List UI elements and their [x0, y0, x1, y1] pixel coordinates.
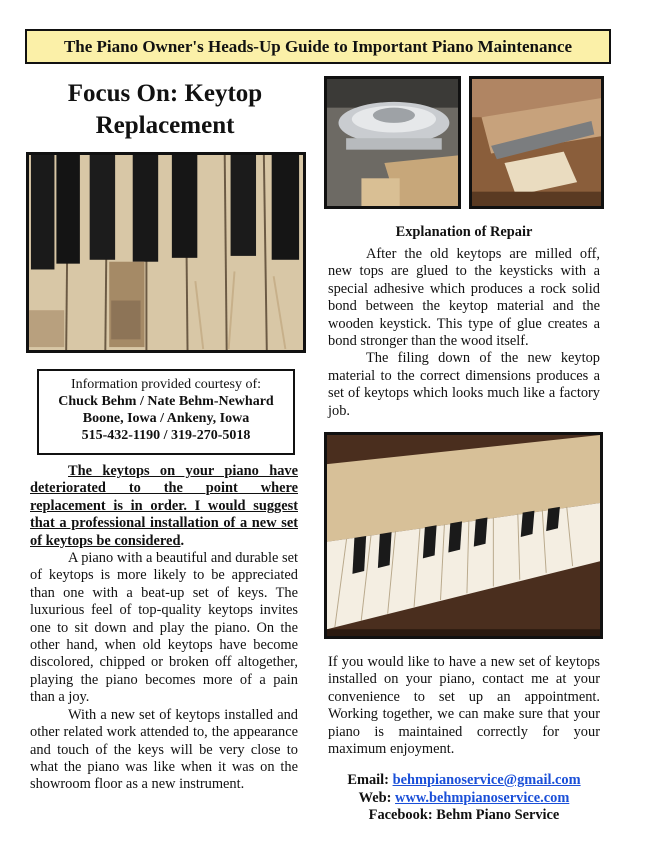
right-paragraph-2: The filing down of the new keytop material to the correct dimensions produces a set of keytops which looks much like a factory job.: [328, 350, 600, 419]
filing-photo: [469, 76, 604, 209]
courtesy-names: Chuck Behm / Nate Behm-Newhard: [58, 394, 274, 409]
intro-text: The keytops on your piano have deteriorated to the point where replacement is in order. I would suggest that a professional installation of a new set of keytops be considered: [30, 463, 298, 549]
milling-photo: [324, 76, 461, 209]
left-paragraph-1: A piano with a beautiful and durable set of keytops is more likely to be appreciated than one with a beat-up set of keys. The luxurious feel of top-quality keytops invites one to sit down and play the piano. On the other hand, when old keytops have become discolored, chipped or broken off altogether, playing the piano becomes more of a pain than a joy.: [30, 550, 298, 706]
right-paragraph-3: If you would like to have a new set of keytops installed on your piano, contact me at your convenience to set up an appointment. Working together, we can make sure that your piano is maintained correctly for your maximum enjoyment.: [328, 654, 600, 758]
old-keytops-photo: [26, 152, 306, 353]
guide-title: The Piano Owner's Heads-Up Guide to Important Piano Maintenance: [63, 37, 573, 56]
intro-period: .: [180, 532, 185, 549]
courtesy-box: [37, 369, 295, 455]
old-keytops-image: [29, 155, 303, 350]
guide-banner: [25, 29, 611, 64]
page-title: [28, 78, 302, 142]
right-column-bottom: [328, 654, 600, 758]
filing-image: [472, 79, 601, 206]
courtesy-label: Information provided courtesy of:: [70, 377, 262, 392]
web-label: Web:: [358, 789, 392, 806]
email-line: [326, 772, 602, 790]
left-paragraph-2: With a new set of keytops installed and other related work attended to, the appearance and touch of the keys will be very close to what the piano was like when it was on the showroom floor as a new instrument.: [30, 706, 298, 793]
title-line-1: Focus On: Keytop: [67, 80, 263, 107]
new-keyboard-photo: [324, 432, 603, 639]
milling-image: [327, 79, 458, 206]
new-keyboard-image: [327, 435, 600, 636]
contact-block: [326, 772, 602, 825]
courtesy-locations: Boone, Iowa / Ankeny, Iowa: [82, 411, 250, 426]
web-link[interactable]: www.behmpianoservice.com: [395, 789, 570, 806]
web-line: [326, 790, 602, 808]
email-link[interactable]: behmpianoservice@gmail.com: [392, 772, 581, 788]
email-label: Email:: [347, 772, 389, 788]
title-line-2: Replacement: [95, 112, 235, 139]
right-column-top: [328, 246, 600, 420]
left-column: [30, 463, 298, 794]
right-paragraph-1: After the old keytops are milled off, new tops are glued to the keysticks with a special adhesive which produces a rock solid bond between the keytop material and the wooden keystick. This type of glue creates a bond stronger than the wood itself.: [328, 246, 600, 350]
repair-subheading: Explanation of Repair: [395, 224, 533, 240]
courtesy-phones: 515-432-1190 / 319-270-5018: [81, 428, 251, 443]
facebook-line: Facebook: Behm Piano Service: [368, 807, 560, 823]
intro-paragraph: [30, 463, 298, 550]
